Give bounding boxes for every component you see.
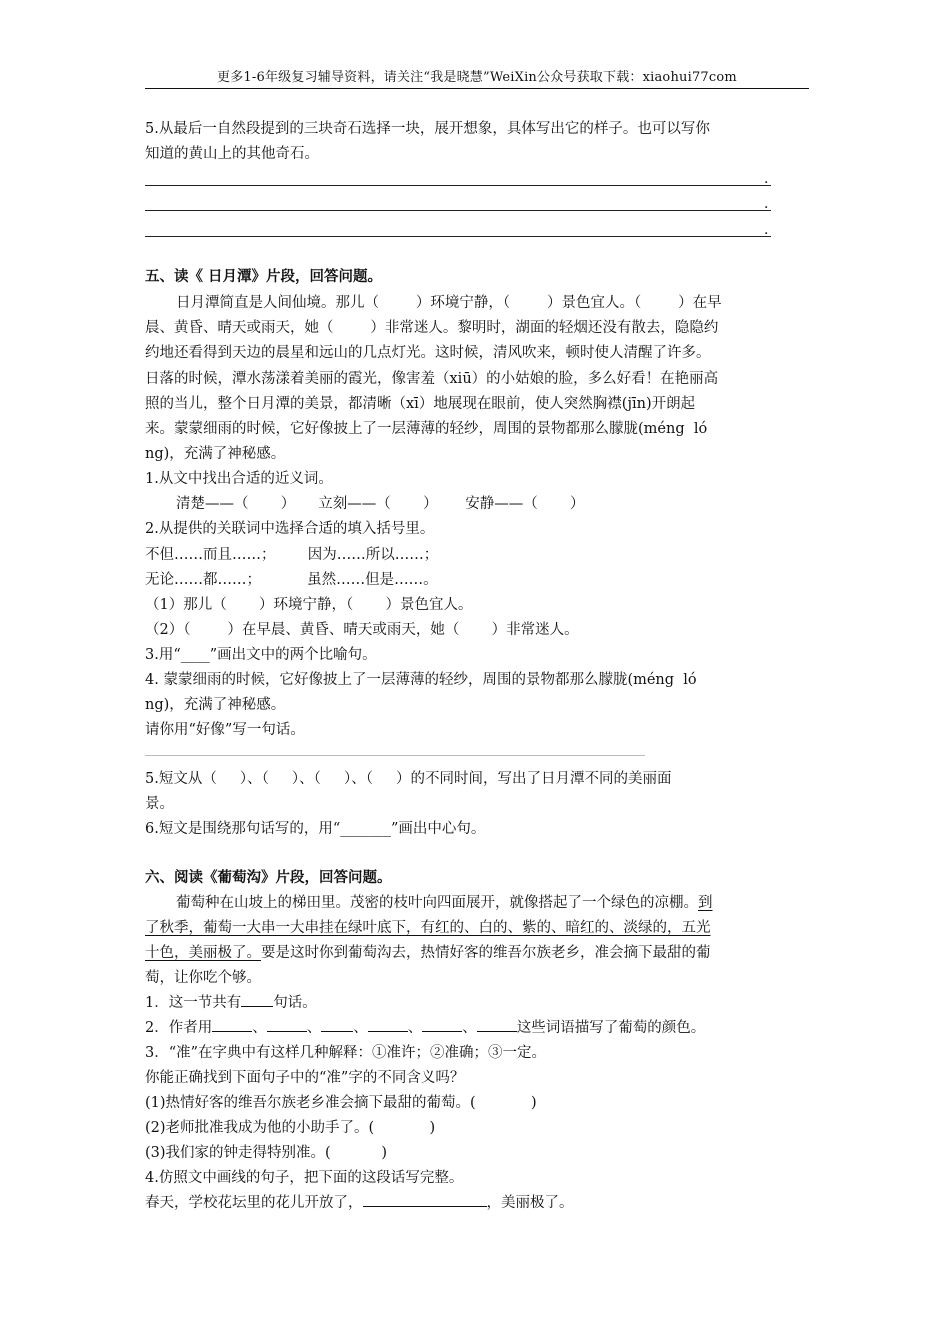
s6-question3-item3: (3)我们家的钟走得特别准。( ) — [145, 1145, 388, 1161]
section5-title: 五、读《 日月潭》片段，回答问题。 — [145, 268, 383, 285]
s5-question1-items: 清楚——（ ） 立刻——（ ） 安静——（ ） — [176, 496, 585, 512]
color-word-blank[interactable] — [212, 1019, 252, 1032]
answer-line-3[interactable] — [145, 236, 771, 237]
q2-text-a: 2．作者用 — [145, 1020, 213, 1036]
separator: 、 — [252, 1020, 267, 1036]
s5-question2-options2: 无论……都……； 虽然……但是……。 — [145, 572, 438, 588]
s5-question2: 2.从提供的关联词中选择合适的填入括号里。 — [145, 521, 435, 537]
s5-question5-line1: 5.短文从（ ）、（ ）、（ ）、（ ）的不同时间，写出了日月潭不同的美丽面 — [145, 771, 672, 787]
underlined-sentence-end: 十色，美丽极了。 — [145, 945, 261, 961]
s6-question2 — [145, 1016, 705, 1040]
answer-line-2-dot: . — [764, 196, 769, 212]
s6-question4-prompt — [145, 1191, 574, 1215]
section5-passage-line1: 日月潭简直是人间仙境。那儿（ ）环境宁静，（ ）景色宜人。（ ）在早 — [176, 295, 722, 311]
section6-passage-line2 — [145, 916, 711, 940]
header-rule — [145, 88, 809, 89]
page-header: 更多1-6年级复习辅导资料，请关注“我是晓慧”WeiXin公众号获取下载：xiaohui77com — [217, 70, 737, 85]
s5-question2-options1: 不但……而且……； 因为……所以……； — [145, 547, 439, 563]
separator: 、 — [407, 1020, 423, 1036]
color-word-blank[interactable] — [267, 1019, 307, 1032]
q5-prompt-line1: 5.从最后一自然段提到的三块奇石选择一块，展开想象，具体写出它的样子。也可以写你 — [145, 121, 710, 137]
section5-passage-line7: ng)，充满了神秘感。 — [145, 446, 286, 462]
section5-passage-line5: 照的当儿，整个日月潭的美景，都清晰（xī）地展现在眼前，使人突然胸襟(jīn)开朗起 — [145, 396, 696, 412]
color-word-blank[interactable] — [422, 1019, 462, 1032]
q1-text-b: 句话。 — [273, 995, 317, 1011]
s6-question3-item1: (1)热情好客的维吾尔族老乡准会摘下最甜的葡萄。( ) — [145, 1095, 537, 1111]
s6-question1 — [145, 991, 317, 1015]
section6-passage-line3 — [145, 941, 711, 965]
passage-text: 葡萄种在山坡上的梯田里。茂密的枝叶向四面展开，就像搭起了一个绿色的凉棚。 — [176, 895, 698, 911]
s5-question4-line2: ng)，充满了神秘感。 — [145, 697, 286, 713]
section6-title: 六、阅读《葡萄沟》片段，回答问题。 — [145, 869, 392, 886]
section6-passage-line4: 萄，让你吃个够。 — [145, 970, 261, 986]
separator: 、 — [462, 1020, 477, 1036]
sentence-count-blank[interactable] — [241, 994, 273, 1007]
q1-text-a: 1．这一节共有 — [145, 995, 242, 1011]
s6-question3-item2: (2)老师批准我成为他的小助手了。( ) — [145, 1120, 436, 1136]
answer-line-3-dot: . — [764, 222, 769, 238]
s5-question6: 6.短文是围绕那句话写的，用“_______”画出中心句。 — [145, 821, 486, 837]
section5-passage-line6: 来。蒙蒙细雨的时候，它好像披上了一层薄薄的轻纱，周围的景物都那么朦胧(méng ló — [145, 421, 708, 437]
passage-text: 要是这时你到葡萄沟去，热情好客的维吾尔族老乡，准会摘下最甜的葡 — [261, 945, 711, 961]
s5-question3: 3.用“____”画出文中的两个比喻句。 — [145, 647, 377, 663]
color-word-blank[interactable] — [477, 1019, 517, 1032]
q4-text-b: ，美丽极了。 — [486, 1195, 574, 1211]
q4-text-a: 春天，学校花坛里的花儿开放了， — [145, 1195, 363, 1211]
q5-prompt-line2: 知道的黄山上的其他奇石。 — [145, 146, 319, 162]
s6-question3-sub: 你能正确找到下面句子中的“准”字的不同含义吗？ — [145, 1070, 465, 1086]
separator: 、 — [306, 1020, 322, 1036]
q2-text-b: 这些词语描写了葡萄的颜色。 — [516, 1020, 706, 1036]
s5-question4-answer-line[interactable] — [145, 755, 645, 756]
completion-blank[interactable] — [363, 1194, 487, 1207]
s5-question2-item1: （1）那儿（ ）环境宁静，（ ）景色宜人。 — [145, 597, 473, 613]
color-word-blank[interactable] — [321, 1019, 353, 1032]
s5-question4-line1: 4. 蒙蒙细雨的时候，它好像披上了一层薄薄的轻纱，周围的景物都那么朦胧(méng ló — [145, 672, 697, 688]
section5-passage-line4: 日落的时候，潭水荡漾着美丽的霞光，像害羞（xiū）的小姑娘的脸，多么好看！在艳丽高 — [145, 371, 719, 387]
color-word-blank[interactable] — [368, 1019, 408, 1032]
s5-question1: 1.从文中找出合适的近义词。 — [145, 471, 333, 487]
s6-question4: 4.仿照文中画线的句子，把下面的这段话写完整。 — [145, 1170, 464, 1186]
section5-passage-line3: 约地还看得到天边的晨星和远山的几点灯光。这时候，清风吹来，顿时使人清醒了许多。 — [145, 345, 711, 361]
answer-line-1-dot: . — [764, 171, 769, 187]
s5-question5-line2: 景。 — [145, 796, 174, 812]
s5-question4-prompt: 请你用“好像”写一句话。 — [145, 722, 305, 738]
s5-question2-item2: （2）（ ）在早晨、黄昏、晴天或雨天，她（ ）非常迷人。 — [145, 622, 579, 638]
answer-line-2[interactable] — [145, 210, 771, 211]
underlined-sentence-start: 到 — [698, 895, 713, 911]
section5-passage-line2: 晨、黄昏、晴天或雨天，她（ ）非常迷人。黎明时，湖面的轻烟还没有散去，隐隐约 — [145, 320, 719, 336]
s6-question3: 3．“准”在字典中有这样几种解释：①准许；②准确；③一定。 — [145, 1045, 547, 1061]
answer-line-1[interactable] — [145, 185, 771, 186]
separator: 、 — [353, 1020, 368, 1036]
underlined-sentence: 了秋季，葡萄一大串一大串挂在绿叶底下，有红的、白的、紫的、暗红的、淡绿的，五光 — [145, 920, 711, 936]
section6-passage-line1 — [176, 891, 713, 915]
